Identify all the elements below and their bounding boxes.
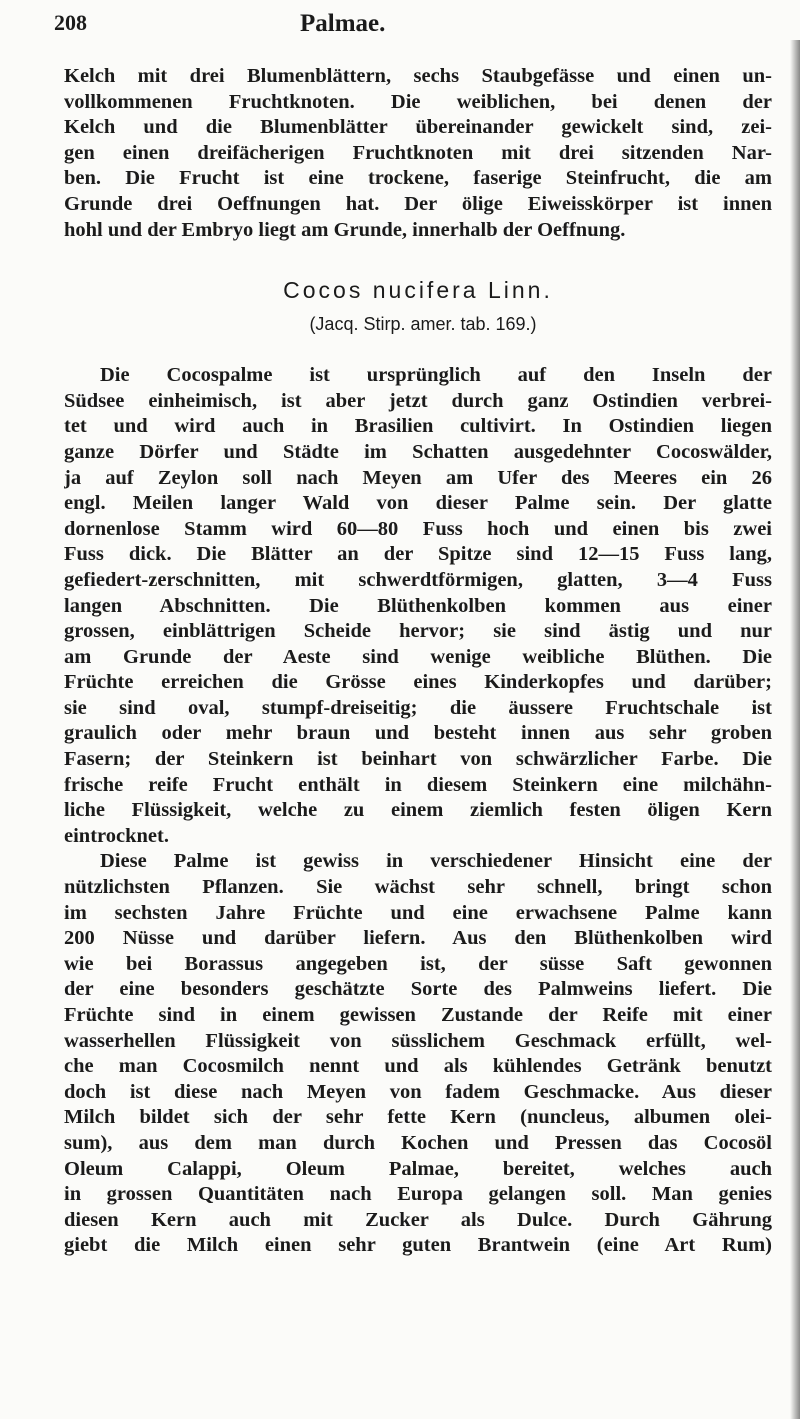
text-line: Grunde drei Oeffnungen hat. Der ölige Eiweisskörper ist innen bbox=[64, 192, 772, 215]
text-line: eintrocknet. bbox=[64, 824, 169, 847]
text-line: nützlichsten Pflanzen. Sie wächst sehr schnell, bringt schon bbox=[64, 876, 772, 899]
text-line: tet und wird auch in Brasilien cultivirt. In Ostindien liegen bbox=[64, 415, 772, 438]
intro-paragraph bbox=[64, 64, 772, 243]
running-head: Palmae. bbox=[300, 10, 386, 37]
text-line: vollkommenen Fruchtknoten. Die weiblichen, bei denen der bbox=[64, 90, 772, 113]
text-line: Oleum Calappi, Oleum Palmae, bereitet, welches auch bbox=[64, 1157, 772, 1180]
text-line: hohl und der Embryo liegt am Grunde, innerhalb der Oeffnung. bbox=[64, 218, 626, 241]
text-line: wasserhellen Flüssigkeit von süsslichem Geschmack erfüllt, wel- bbox=[64, 1029, 772, 1052]
text-line: 200 Nüsse und darüber liefern. Aus den Blüthenkolben wird bbox=[64, 927, 772, 950]
text-line: liche Flüssigkeit, welche zu einem ziemlich festen öligen Kern bbox=[64, 799, 772, 822]
text-line: ja auf Zeylon soll nach Meyen am Ufer des Meeres ein 26 bbox=[64, 466, 772, 489]
text-line: in grossen Quantitäten nach Europa gelangen soll. Man genies bbox=[64, 1183, 772, 1206]
text-line: Früchte sind in einem gewissen Zustande der Reife mit einer bbox=[64, 1004, 772, 1026]
text-line: sum), aus dem man durch Kochen und Pressen das Cocosöl bbox=[64, 1131, 772, 1154]
text-line: Fuss dick. Die Blätter an der Spitze sind 12—15 Fuss lang, bbox=[64, 543, 772, 566]
text-line: giebt die Milch einen sehr guten Brantwein (eine Art Rum) bbox=[64, 1234, 772, 1257]
text-line: diesen Kern auch mit Zucker als Dulce. Durch Gährung bbox=[64, 1208, 772, 1231]
page-number: 208 bbox=[54, 10, 87, 35]
page-header bbox=[54, 10, 754, 50]
text-line: engl. Meilen langer Wald von dieser Palme sein. Der glatte bbox=[64, 492, 772, 515]
text-line: graulich oder mehr braun und besteht innen aus sehr groben bbox=[64, 722, 772, 745]
text-line: gefiedert-zerschnitten, mit schwerdtförmigen, glatten, 3—4 Fuss bbox=[64, 568, 772, 591]
text-line: Südsee einheimisch, ist aber jetzt durch ganz Ostindien verbrei- bbox=[64, 389, 772, 412]
paragraph-uses bbox=[64, 849, 772, 1259]
page-edge-shadow bbox=[790, 40, 800, 1419]
text-line: grossen, einblättrigen Scheide hervor; sie sind ästig und nur bbox=[64, 620, 772, 643]
species-citation: (Jacq. Stirp. amer. tab. 169.) bbox=[309, 314, 537, 335]
text-line: ben. Die Frucht ist eine trockene, faserige Steinfrucht, die am bbox=[64, 167, 772, 190]
text-line: gen einen dreifächerigen Fruchtknoten mit drei sitzenden Nar- bbox=[64, 141, 772, 164]
text-line: che man Cocosmilch nennt und als kühlendes Getränk benutzt bbox=[64, 1055, 772, 1078]
text-line: sie sind oval, stumpf-dreiseitig; die äussere Fruchtschale ist bbox=[64, 696, 772, 719]
text-line: doch ist diese nach Meyen von fadem Geschmacke. Aus dieser bbox=[64, 1080, 772, 1103]
paragraph-description bbox=[64, 363, 772, 849]
text-line: Milch bildet sich der sehr fette Kern (nuncleus, albumen olei- bbox=[64, 1106, 772, 1129]
page-body bbox=[64, 64, 772, 1259]
text-line: wie bei Borassus angegeben ist, der süsse Saft gewonnen bbox=[64, 952, 772, 975]
text-line: Diese Palme ist gewiss in verschiedener Hinsicht eine der bbox=[100, 850, 772, 873]
species-heading: Cocos nucifera Linn. bbox=[283, 277, 553, 304]
text-line: frische reife Frucht enthält in diesem Steinkern eine milchähn- bbox=[64, 773, 772, 796]
text-line: Früchte erreichen die Grösse eines Kinderkopfes und darüber; bbox=[64, 671, 772, 694]
text-line: Kelch mit drei Blumenblättern, sechs Staubgefässe und einen un- bbox=[64, 65, 772, 87]
text-line: dornenlose Stamm wird 60—80 Fuss hoch und einen bis zwei bbox=[64, 517, 772, 540]
text-line: der eine besonders geschätzte Sorte des Palmweins liefert. Die bbox=[64, 978, 772, 1001]
text-line: langen Abschnitten. Die Blüthenkolben kommen aus einer bbox=[64, 594, 772, 617]
text-line: ganze Dörfer und Städte im Schatten ausgedehnter Cocoswälder, bbox=[64, 440, 772, 463]
text-line: Kelch und die Blumenblätter übereinander gewickelt sind, zei- bbox=[64, 116, 772, 139]
text-line: Die Cocospalme ist ursprünglich auf den Inseln der bbox=[100, 364, 772, 387]
text-line: am Grunde der Aeste sind wenige weibliche Blüthen. Die bbox=[64, 645, 772, 668]
text-line: im sechsten Jahre Früchte und eine erwachsene Palme kann bbox=[64, 901, 772, 924]
text-line: Fasern; der Steinkern ist beinhart von schwärzlicher Farbe. Die bbox=[64, 748, 772, 771]
